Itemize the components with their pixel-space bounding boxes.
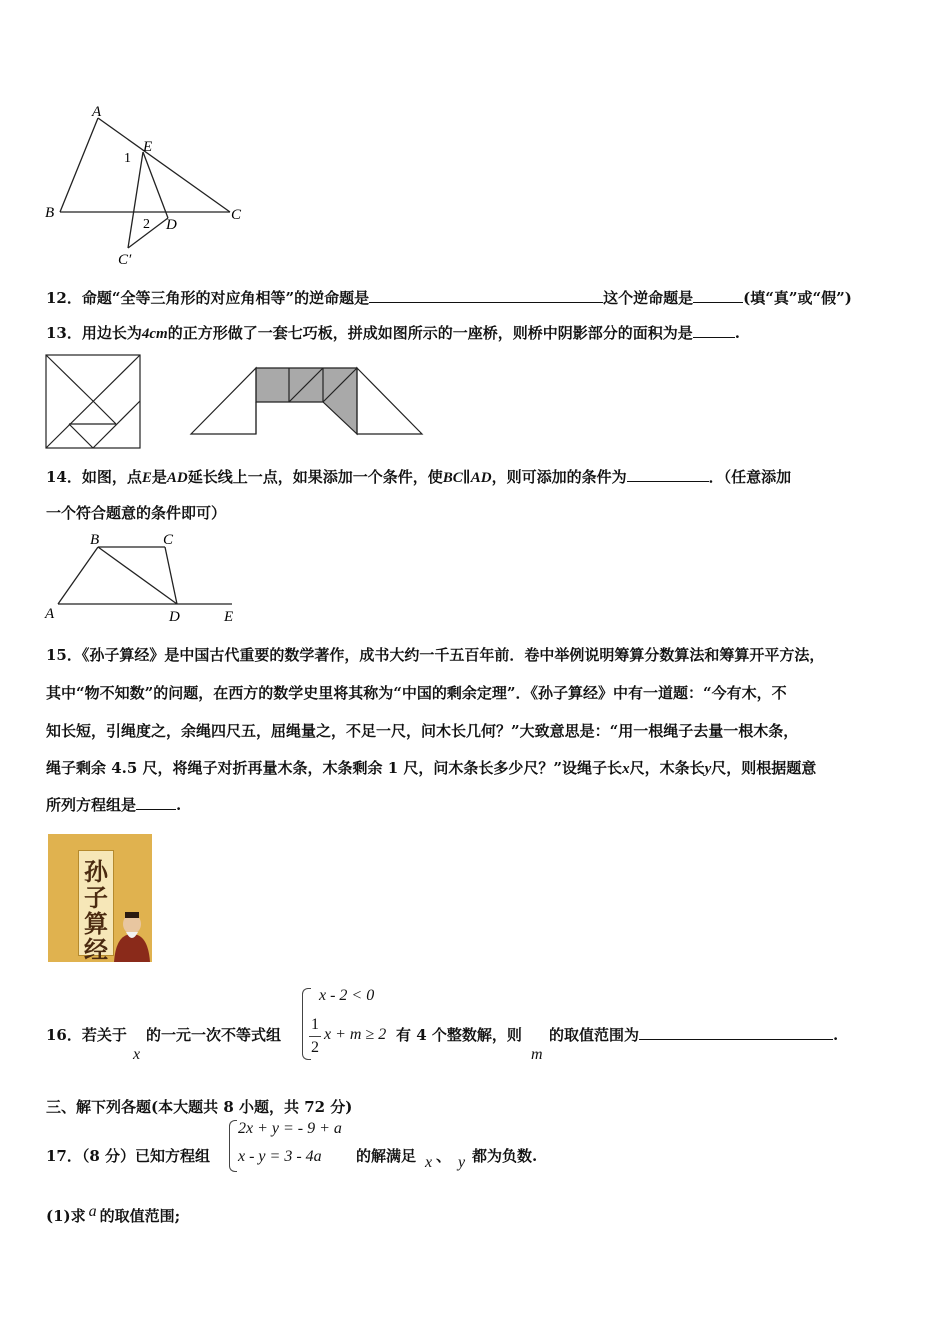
label-c: C bbox=[163, 532, 174, 548]
q17-text3: 都为负数. bbox=[472, 1147, 538, 1165]
q13-value: 4cm bbox=[141, 326, 168, 342]
tangram-mid-3 bbox=[93, 401, 116, 424]
question-13 bbox=[46, 322, 740, 343]
segment-cd bbox=[165, 547, 177, 604]
segment-bd bbox=[98, 547, 177, 604]
tangram-square-figure bbox=[45, 354, 143, 450]
q12-text1: 命题“全等三角形的对应角相等”的逆命题是 bbox=[81, 289, 370, 307]
q15-line4b: 尺，木条长 bbox=[629, 759, 705, 777]
q16-frac-den: 2 bbox=[311, 1039, 319, 1056]
cover-char-1: 孙 bbox=[84, 857, 108, 886]
question-15 bbox=[46, 644, 824, 665]
q17-text1: （8 分）已知方程组 bbox=[81, 1147, 211, 1165]
q17-sub1a: (1)求 bbox=[46, 1207, 86, 1225]
label-d: D bbox=[166, 217, 177, 233]
q16-var-x: x bbox=[133, 1046, 141, 1063]
triangle-figure-q11 bbox=[40, 100, 260, 270]
label-c-prime: C′ bbox=[118, 252, 132, 268]
q16-number: 16． bbox=[46, 1026, 82, 1044]
label-d: D bbox=[169, 609, 180, 625]
q15-line4a: 绳子剩余 4.5 尺，将绳子对折再量木条，木条剩余 1 尺，问木条长多少尺？”设绳子长 bbox=[46, 759, 623, 777]
label-a: A bbox=[92, 104, 102, 120]
label-b: B bbox=[90, 532, 100, 548]
label-a: A bbox=[45, 606, 55, 622]
q12-number: 12． bbox=[46, 289, 82, 307]
q16-blank[interactable] bbox=[639, 1025, 833, 1040]
q14-text1: 如图，点 bbox=[81, 468, 142, 486]
cover-char-2: 子 bbox=[84, 883, 108, 912]
label-e: E bbox=[224, 609, 234, 625]
q16-eq1: x - 2 < 0 bbox=[319, 987, 375, 1004]
sage-portrait bbox=[110, 910, 152, 962]
q17-system-brace bbox=[229, 1120, 237, 1172]
trapezoid-figure-q14 bbox=[42, 530, 242, 626]
q16-system-brace bbox=[302, 988, 311, 1060]
segment-ab bbox=[58, 547, 98, 604]
q12-blank-1[interactable] bbox=[369, 288, 603, 303]
q15-line-4 bbox=[46, 757, 816, 778]
q12-text2: 这个逆命题是 bbox=[603, 289, 694, 307]
label-e: E bbox=[143, 139, 153, 155]
q14-text2: 是 bbox=[151, 468, 167, 486]
question-14 bbox=[46, 466, 791, 487]
q17-text2: 的解满足 bbox=[356, 1147, 417, 1165]
bridge-left-triangle bbox=[191, 368, 256, 434]
q13-blank[interactable] bbox=[693, 323, 735, 338]
q15-blank[interactable] bbox=[136, 795, 176, 810]
q16-text3: 有 4 个整数解，则 bbox=[396, 1026, 522, 1044]
q17-part-1 bbox=[46, 1205, 180, 1226]
q13-number: 13． bbox=[46, 324, 82, 342]
q14-condition: BC∥AD bbox=[442, 470, 492, 486]
q14-text5: ．（任意添加 bbox=[708, 468, 792, 486]
question-12 bbox=[46, 287, 852, 308]
bridge-right-triangle bbox=[357, 368, 422, 434]
q16-frac-bar bbox=[309, 1036, 321, 1037]
q17-eq2: x - y = 3 - 4a bbox=[238, 1148, 322, 1165]
q13-text2: 的正方形做了一套七巧板，拼成如图所示的一座桥，则桥中阴影部分的面积为是 bbox=[167, 324, 693, 342]
cover-char-3: 算 bbox=[84, 909, 108, 938]
q17-sep: 、 bbox=[436, 1147, 452, 1165]
q13-end: . bbox=[734, 324, 740, 342]
q12-blank-2[interactable] bbox=[693, 288, 743, 303]
question-17 bbox=[46, 1145, 210, 1166]
q17-sub1b: 的取值范围; bbox=[99, 1207, 181, 1225]
q16-text4-row bbox=[549, 1024, 838, 1045]
q16-end: . bbox=[833, 1026, 839, 1044]
q14-text3: 延长线上一点，如果添加一个条件，使 bbox=[187, 468, 443, 486]
q15-var-y: y bbox=[704, 761, 712, 777]
q15-line4c: 尺，则根据题意 bbox=[711, 759, 817, 777]
q15-line5: 所列方程组是 bbox=[46, 796, 137, 814]
q13-text1: 用边长为 bbox=[81, 324, 142, 342]
q15-line1: 《孙子算经》是中国古代重要的数学著作，成书大约一千五百年前．卷中举例说明筹算分数算法和筹算开平方法， bbox=[81, 646, 825, 664]
q16-text2: 的一元一次不等式组 bbox=[146, 1026, 282, 1044]
q14-point-e: E bbox=[141, 470, 152, 486]
q16-var-m: m bbox=[531, 1046, 543, 1063]
label-b: B bbox=[45, 205, 55, 221]
q17-var-y: y bbox=[458, 1154, 466, 1171]
angle-label-1: 1 bbox=[124, 151, 131, 166]
segment-ed bbox=[143, 152, 168, 218]
q16-eq2: x + m ≥ 2 bbox=[324, 1026, 387, 1043]
q12-text3: (填“真”或“假”) bbox=[743, 289, 852, 307]
label-c: C bbox=[231, 207, 242, 223]
q15-number: 15． bbox=[46, 646, 82, 664]
segment-ac bbox=[98, 118, 230, 212]
q14-segment-ad: AD bbox=[166, 470, 188, 486]
q14-text4: ，则可添加的条件为 bbox=[491, 468, 627, 486]
q15-var-x: x bbox=[622, 761, 630, 777]
q16-text4: 的取值范围为 bbox=[549, 1026, 640, 1044]
section-3-title: 三、解下列各题(本大题共 8 小题，共 72 分) bbox=[46, 1098, 353, 1116]
q16-frac-num: 1 bbox=[311, 1016, 319, 1033]
q14-line-2: 一个符合题意的条件即可） bbox=[46, 504, 227, 522]
tangram-bridge-figure bbox=[188, 364, 428, 440]
cover-char-4: 经 bbox=[84, 935, 108, 964]
q15-line-2: 其中“物不知数”的问题，在西方的数学史里将其称为“中国的剩余定理”．《孙子算经》中有一道题：“今有木，不 bbox=[46, 684, 787, 702]
q17-var-a: a bbox=[88, 1203, 97, 1220]
q15-end: . bbox=[176, 796, 182, 814]
bridge-shaded-region bbox=[256, 368, 357, 434]
segment-ec-prime bbox=[128, 152, 143, 248]
tangram-mid-2 bbox=[69, 424, 93, 448]
q14-blank[interactable] bbox=[627, 467, 709, 482]
q17-var-x: x bbox=[425, 1154, 433, 1171]
q15-line-3: 知长短，引绳度之，余绳四尺五，屈绳量之，不足一尺，问木长几何？”大致意思是：“用一根绳子去量一根木条， bbox=[46, 722, 799, 740]
q15-line-5 bbox=[46, 794, 181, 815]
sunzi-suanjing-book-cover bbox=[48, 834, 152, 962]
q17-eq1: 2x + y = - 9 + a bbox=[238, 1120, 342, 1137]
tangram-diagonal-1 bbox=[46, 355, 93, 401]
q17-number: 17． bbox=[46, 1147, 82, 1165]
angle-label-2: 2 bbox=[143, 217, 150, 232]
q16-text1: 若关于 bbox=[81, 1026, 127, 1044]
question-16 bbox=[46, 1024, 127, 1045]
segment-ab bbox=[60, 118, 98, 212]
q14-number: 14． bbox=[46, 468, 82, 486]
